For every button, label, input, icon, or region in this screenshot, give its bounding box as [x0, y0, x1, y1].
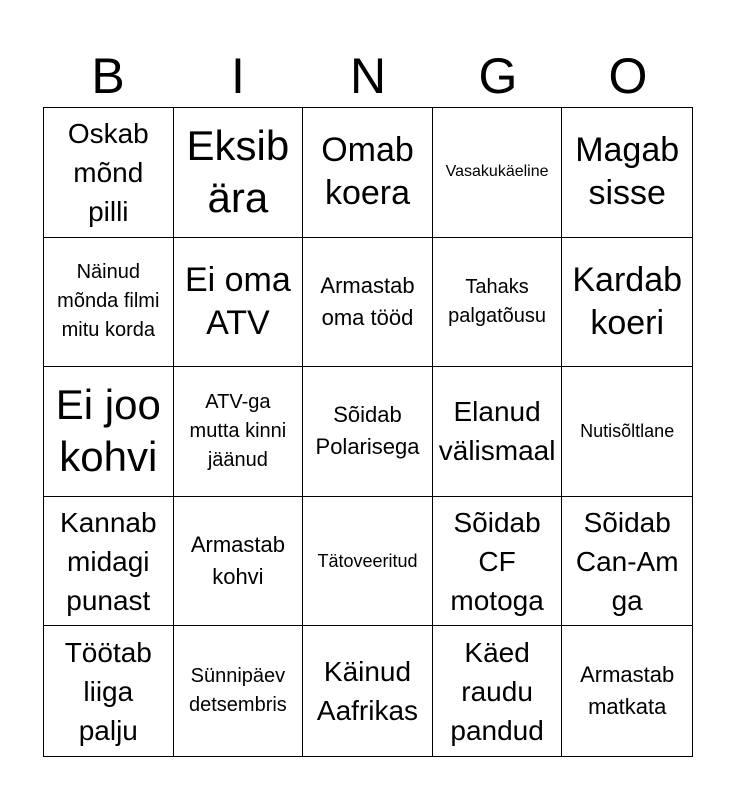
cell-label: Armastab oma tööd [320, 272, 415, 330]
bingo-cell[interactable] [433, 108, 563, 238]
header-letter-o: O [608, 48, 648, 104]
bingo-cell[interactable] [303, 497, 433, 627]
bingo-cell[interactable] [174, 108, 304, 238]
cell-label: Tahaks palgatõusu [448, 275, 547, 327]
bingo-cell[interactable] [433, 497, 563, 627]
bingo-cell[interactable] [174, 367, 304, 497]
cell-label: Nutisõltlane [580, 420, 675, 441]
cell-label: Käed raudu pandud [450, 636, 544, 746]
cell-label: Eksib ära [186, 122, 290, 222]
bingo-cell[interactable] [562, 238, 692, 368]
bingo-cell[interactable] [562, 108, 692, 238]
cell-label: ATV-ga mutta kinni jäänud [189, 390, 287, 471]
bingo-cell[interactable] [44, 238, 174, 368]
bingo-cell[interactable] [303, 238, 433, 368]
cell-label: Tätoveeritud [317, 550, 418, 571]
cell-label: Oskab mõnd pilli [67, 117, 149, 227]
bingo-cell[interactable] [44, 626, 174, 756]
cell-label: Elanud välismaal [438, 396, 556, 467]
bingo-cell[interactable] [433, 626, 563, 756]
header-letter-i: I [231, 48, 245, 104]
cell-label: Sõidab CF motoga [450, 506, 544, 616]
cell-label: Omab koera [321, 131, 414, 213]
cell-label: Töötab liiga palju [64, 636, 152, 746]
cell-label: Sõidab Polarisega [315, 402, 420, 460]
bingo-cell[interactable] [562, 367, 692, 497]
cell-label: Magab sisse [575, 131, 680, 213]
cell-label: Näinud mõnda filmi mitu korda [57, 261, 160, 342]
cell-label: Käinud Aafrikas [316, 656, 419, 727]
cell-label: Vasakukäeline [445, 163, 549, 181]
bingo-cell[interactable] [44, 367, 174, 497]
bingo-board [43, 107, 693, 757]
cell-label: Sünnipäev detsembris [188, 665, 287, 717]
bingo-cell[interactable] [303, 367, 433, 497]
cell-label: Sõidab Can-Am ga [575, 506, 679, 616]
bingo-cell[interactable] [562, 626, 692, 756]
bingo-cell[interactable] [174, 626, 304, 756]
header-letter-n: N [349, 48, 387, 104]
bingo-cell[interactable] [303, 108, 433, 238]
header-letter-b: B [91, 48, 125, 104]
bingo-cell[interactable] [44, 108, 174, 238]
cell-label: Kannab midagi punast [60, 506, 157, 616]
bingo-cell[interactable] [562, 497, 692, 627]
bingo-cell[interactable] [433, 367, 563, 497]
bingo-cell[interactable] [433, 238, 563, 368]
bingo-header [43, 48, 693, 104]
cell-label: Kardab koeri [572, 260, 683, 342]
cell-label: Ei joo kohvi [55, 381, 161, 481]
header-letter-g: G [478, 48, 518, 104]
bingo-cell[interactable] [303, 626, 433, 756]
cell-label: Armastab kohvi [190, 532, 285, 590]
bingo-cell[interactable] [174, 238, 304, 368]
bingo-cell[interactable] [44, 497, 174, 627]
cell-label: Ei oma ATV [184, 260, 291, 342]
bingo-cell[interactable] [174, 497, 304, 627]
cell-label: Armastab matkata [580, 662, 675, 720]
